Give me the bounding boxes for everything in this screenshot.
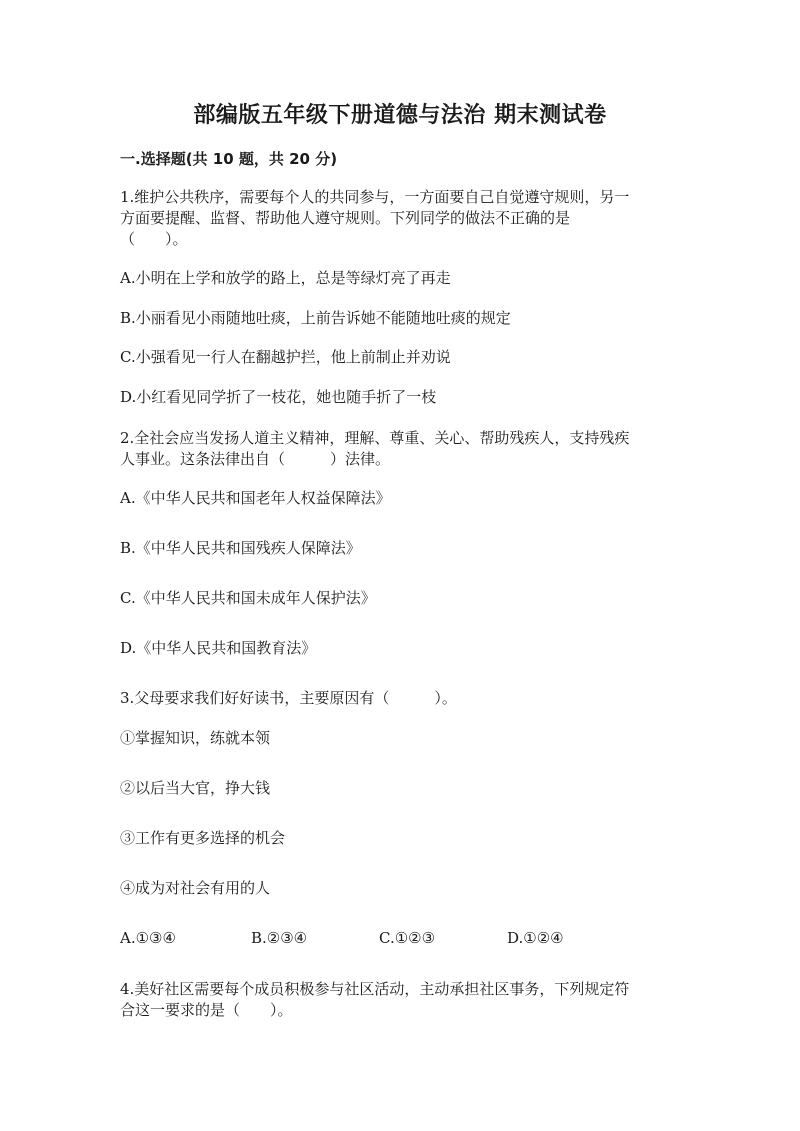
q2-option-d: D.《中华人民共和国教育法》 bbox=[120, 639, 317, 657]
q2-option-b: B.《中华人民共和国残疾人保障法》 bbox=[120, 539, 361, 557]
q3-option-d: D.①②④ bbox=[507, 929, 564, 947]
q1-stem-line-2: 方面要提醒、监督、帮助他人遵守规则。下列同学的做法不正确的是 bbox=[120, 209, 571, 227]
q3-item-2: ②以后当大官，挣大钱 bbox=[120, 779, 271, 797]
q3-option-b: B.②③④ bbox=[251, 929, 308, 947]
q2-option-c: C.《中华人民共和国未成年人保护法》 bbox=[120, 589, 376, 607]
q3-item-4: ④成为对社会有用的人 bbox=[120, 879, 271, 897]
q3-stem: 3.父母要求我们好好读书，主要原因有（ ）。 bbox=[120, 689, 457, 707]
section-heading: 一.选择题(共 10 题，共 20 分) bbox=[120, 150, 338, 168]
q3-item-1: ①掌握知识，练就本领 bbox=[120, 729, 271, 747]
q1-option-c: C.小强看见一行人在翻越护拦，他上前制止并劝说 bbox=[120, 348, 451, 366]
q3-option-c: C.①②③ bbox=[379, 929, 436, 947]
q1-option-d: D.小红看见同学折了一枝花，她也随手折了一枝 bbox=[120, 388, 437, 406]
q3-option-a: A.①③④ bbox=[120, 929, 176, 947]
q2-stem-line-1: 2.全社会应当发扬人道主义精神，理解、尊重、关心、帮助残疾人，支持残疾 bbox=[120, 429, 630, 447]
q2-option-a: A.《中华人民共和国老年人权益保障法》 bbox=[120, 489, 391, 507]
q1-stem-line-3: （ ）。 bbox=[120, 230, 188, 248]
q1-stem-line-1: 1.维护公共秩序，需要每个人的共同参与，一方面要自己自觉遵守规则，另一 bbox=[120, 188, 630, 206]
q2-stem-line-2: 人事业。这条法律出自（ ）法律。 bbox=[120, 450, 391, 468]
q1-option-b: B.小丽看见小雨随地吐痰，上前告诉她不能随地吐痰的规定 bbox=[120, 309, 511, 327]
page-title: 部编版五年级下册道德与法治 期末测试卷 bbox=[193, 103, 607, 128]
q4-stem-line-1: 4.美好社区需要每个成员积极参与社区活动，主动承担社区事务，下列规定符 bbox=[120, 980, 630, 998]
q4-stem-line-2: 合这一要求的是（ ）。 bbox=[120, 1001, 293, 1019]
q1-option-a: A.小明在上学和放学的路上，总是等绿灯亮了再走 bbox=[120, 269, 451, 287]
q3-item-3: ③工作有更多选择的机会 bbox=[120, 829, 286, 847]
